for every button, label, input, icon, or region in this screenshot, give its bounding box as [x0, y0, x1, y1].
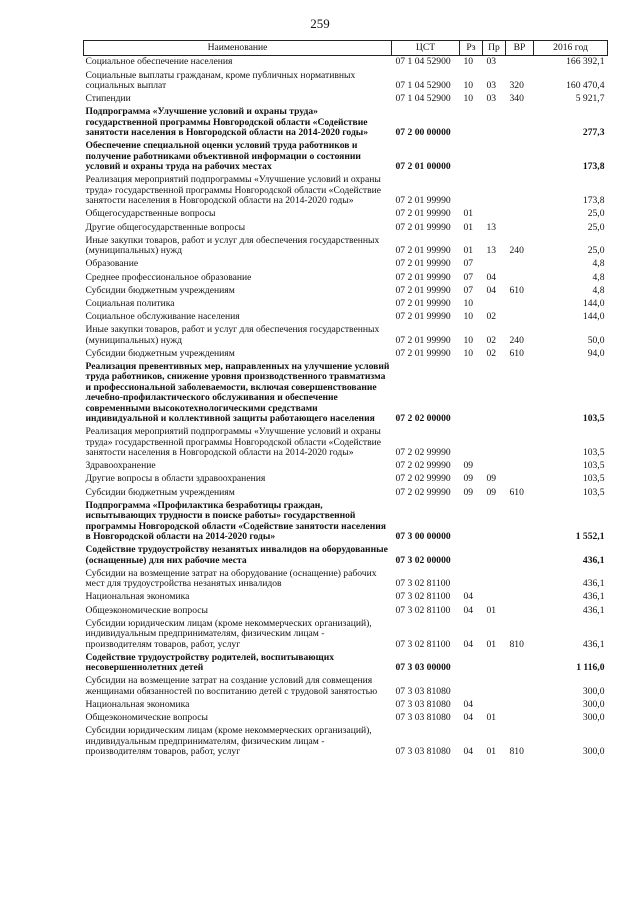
row-name: Национальная экономика	[85, 591, 190, 603]
row-cst-code: 07 2 01 99990	[395, 195, 451, 207]
row-cst-code: 07 2 01 99990	[395, 284, 451, 296]
row-expense-type-code	[506, 591, 534, 604]
table-row	[84, 361, 608, 426]
row-section-code: 09	[463, 486, 474, 498]
row-amount: 173,8	[582, 161, 605, 173]
row-cst-code: 07 2 01 99990	[395, 271, 451, 283]
row-name: Субсидии бюджетным учреждениям	[85, 347, 235, 359]
row-section-code	[460, 567, 483, 591]
row-section-code: 01	[463, 221, 474, 233]
table-row	[84, 311, 608, 324]
row-section-code	[460, 499, 483, 543]
row-section-code: 04	[463, 638, 474, 650]
row-subsection-code: 02	[486, 334, 497, 346]
row-name: Другие вопросы в области здравоохранения	[85, 473, 266, 485]
row-expense-type-code: 320	[509, 79, 524, 91]
row-cst-code: 07 2 02 99990	[395, 447, 451, 459]
row-subsection-code	[483, 140, 506, 174]
row-cst-code: 07 3 03 00000	[395, 662, 451, 674]
row-section-code	[460, 140, 483, 174]
row-expense-type-code: 340	[509, 93, 524, 105]
row-amount: 160 470,4	[566, 79, 605, 91]
row-subsection-code	[483, 651, 506, 675]
row-subsection-code	[483, 699, 506, 712]
row-cst-code: 07 3 03 81080	[395, 685, 451, 697]
table-row	[84, 174, 608, 208]
table-body	[84, 56, 608, 759]
row-section-code	[460, 544, 483, 568]
budget-table	[83, 40, 608, 759]
row-subsection-code: 03	[486, 93, 497, 105]
row-section-code: 01	[463, 208, 474, 220]
row-expense-type-code: 610	[509, 284, 524, 296]
row-amount: 4,8	[592, 258, 605, 270]
table-row	[84, 69, 608, 93]
row-expense-type-code	[506, 258, 534, 271]
row-expense-type-code	[506, 675, 534, 699]
row-cst-code: 07 2 01 99990	[395, 311, 451, 323]
row-subsection-code: 01	[486, 638, 497, 650]
row-expense-type-code	[506, 426, 534, 460]
row-expense-type-code	[506, 361, 534, 426]
row-section-code: 04	[463, 604, 474, 616]
row-cst-code: 07 2 02 99990	[395, 460, 451, 472]
row-cst-code: 07 1 04 52900	[395, 79, 451, 91]
table-row	[84, 298, 608, 311]
row-subsection-code	[483, 208, 506, 221]
row-expense-type-code: 610	[509, 486, 524, 498]
row-section-code: 10	[463, 347, 474, 359]
row-expense-type-code	[506, 699, 534, 712]
row-section-code	[460, 675, 483, 699]
row-cst-code: 07 3 02 81100	[395, 591, 451, 603]
page-number: 259	[310, 16, 330, 31]
row-subsection-code: 04	[486, 271, 497, 283]
row-subsection-code: 01	[486, 746, 497, 758]
row-section-code	[460, 106, 483, 140]
table-row	[84, 591, 608, 604]
row-amount: 144,0	[582, 297, 605, 309]
row-name: Здравоохранение	[85, 460, 156, 472]
row-cst-code: 07 2 02 00000	[395, 413, 451, 425]
row-amount: 436,1	[582, 554, 605, 566]
row-name: Субсидии бюджетным учреждениям	[85, 486, 235, 498]
row-cst-code: 07 2 02 99990	[395, 486, 451, 498]
row-amount: 436,1	[582, 604, 605, 616]
row-name: Социальная политика	[85, 297, 175, 309]
row-amount: 25,0	[587, 208, 605, 220]
row-cst-code: 07 1 04 52900	[395, 93, 451, 105]
row-cst-code: 07 3 02 81100	[395, 578, 451, 590]
row-expense-type-code: 240	[509, 245, 524, 257]
row-name: Субсидии юридическим лицам (кроме некоммерческих организаций), индивидуальным предпринимателям, физическим лицам - производителям товаров, работ, услуг	[85, 725, 372, 758]
row-cst-code: 07 2 01 99990	[395, 221, 451, 233]
row-section-code: 09	[463, 460, 474, 472]
table-row	[84, 284, 608, 297]
row-amount: 300,0	[582, 712, 605, 724]
row-amount: 25,0	[587, 221, 605, 233]
row-section-code: 04	[463, 698, 474, 710]
row-amount: 166 392,1	[566, 56, 605, 68]
table-row	[84, 499, 608, 543]
table-row	[84, 140, 608, 174]
table-row	[84, 651, 608, 675]
row-name: Другие общегосударственные вопросы	[85, 221, 246, 233]
row-expense-type-code	[506, 221, 534, 234]
row-amount: 4,8	[592, 284, 605, 296]
row-expense-type-code: 610	[509, 347, 524, 359]
row-amount: 94,0	[587, 347, 605, 359]
row-section-code: 10	[463, 311, 474, 323]
row-subsection-code: 13	[486, 245, 497, 257]
row-cst-code: 07 2 01 99990	[395, 245, 451, 257]
header-vr: ВР	[506, 41, 534, 56]
table-row	[84, 486, 608, 499]
table-row	[84, 221, 608, 234]
row-expense-type-code	[506, 567, 534, 591]
row-amount: 50,0	[587, 334, 605, 346]
row-subsection-code: 04	[486, 284, 497, 296]
row-subsection-code: 13	[486, 221, 497, 233]
row-name: Общеэкономические вопросы	[85, 604, 208, 616]
row-amount: 277,3	[582, 127, 605, 139]
row-cst-code: 07 3 02 00000	[395, 554, 451, 566]
row-cst-code: 07 2 00 00000	[395, 127, 451, 139]
row-section-code: 10	[463, 334, 474, 346]
row-expense-type-code	[506, 298, 534, 311]
row-subsection-code	[483, 298, 506, 311]
row-subsection-code: 02	[486, 347, 497, 359]
row-amount: 103,5	[582, 413, 605, 425]
table-row	[84, 258, 608, 271]
row-section-code: 04	[463, 591, 474, 603]
row-subsection-code	[483, 591, 506, 604]
row-name: Подпрограмма «Профилактика безработицы граждан, испытывающих трудности в поиске работы» государственной программы Новгородской области «Содействие занятости населения в Новгородской области на 2014-2020 годы»	[85, 499, 386, 543]
row-name: Подпрограмма «Улучшение условий и охраны труда» государственной программы Новгородской области «Содействие занятости населения в Новгородской области на 2014-2020 годы»	[85, 106, 369, 139]
row-cst-code: 07 2 01 99990	[395, 297, 451, 309]
row-subsection-code	[483, 258, 506, 271]
row-expense-type-code	[506, 460, 534, 473]
row-section-code	[460, 651, 483, 675]
row-cst-code: 07 2 01 99990	[395, 334, 451, 346]
row-amount: 103,5	[582, 473, 605, 485]
row-expense-type-code	[506, 311, 534, 324]
row-subsection-code	[483, 499, 506, 543]
row-name: Реализация мероприятий подпрограммы «Улучшение условий и охраны труда» государственной программы Новгородской области «Содействие занятости населения в Новгородской области на 2014-2020 годы»	[85, 174, 382, 207]
table-header	[84, 41, 608, 56]
row-name: Стипендии	[85, 93, 131, 105]
row-section-code: 07	[463, 284, 474, 296]
row-subsection-code	[483, 567, 506, 591]
row-subsection-code	[483, 174, 506, 208]
row-subsection-code	[483, 426, 506, 460]
row-expense-type-code	[506, 56, 534, 70]
row-expense-type-code	[506, 499, 534, 543]
row-subsection-code: 02	[486, 311, 497, 323]
header-name: Наименование	[84, 41, 392, 56]
table-row	[84, 106, 608, 140]
row-cst-code: 07 3 03 81080	[395, 712, 451, 724]
row-subsection-code: 01	[486, 604, 497, 616]
row-amount: 25,0	[587, 245, 605, 257]
row-amount: 436,1	[582, 578, 605, 590]
row-name: Обеспечение специальной оценки условий труда работников и получение работниками объективной информации о состоянии условий и охраны труда на рабочих местах	[85, 140, 361, 173]
table-row	[84, 234, 608, 258]
row-subsection-code: 09	[486, 486, 497, 498]
row-amount: 4,8	[592, 271, 605, 283]
table-row	[84, 347, 608, 360]
row-name: Реализация мероприятий подпрограммы «Улучшение условий и охраны труда» государственной программы Новгородской области «Содействие занятости населения в Новгородской области на 2014-2020 годы»	[85, 426, 382, 459]
row-name: Национальная экономика	[85, 698, 190, 710]
row-amount: 436,1	[582, 638, 605, 650]
row-name: Субсидии бюджетным учреждениям	[85, 284, 235, 296]
row-amount: 1 116,0	[576, 662, 605, 674]
table-row	[84, 56, 608, 70]
table-row	[84, 567, 608, 591]
header-cst: ЦСТ	[392, 41, 460, 56]
table-row	[84, 324, 608, 348]
row-name: Содействие трудоустройству незанятых инвалидов на оборудованные (оснащенные) для них рабочие места	[85, 544, 388, 566]
row-expense-type-code: 240	[509, 334, 524, 346]
row-amount: 103,5	[582, 447, 605, 459]
row-section-code: 09	[463, 473, 474, 485]
row-section-code: 01	[463, 245, 474, 257]
row-expense-type-code	[506, 473, 534, 486]
row-expense-type-code	[506, 106, 534, 140]
row-amount: 436,1	[582, 591, 605, 603]
row-subsection-code: 03	[486, 56, 497, 68]
row-subsection-code	[483, 361, 506, 426]
row-section-code	[460, 426, 483, 460]
table-row	[84, 699, 608, 712]
row-section-code: 10	[463, 297, 474, 309]
row-section-code: 07	[463, 258, 474, 270]
row-name: Социальное обслуживание населения	[85, 311, 240, 323]
table-row	[84, 675, 608, 699]
row-section-code: 10	[463, 79, 474, 91]
row-name: Общегосударственные вопросы	[85, 208, 216, 220]
row-subsection-code	[483, 544, 506, 568]
row-cst-code: 07 2 01 99990	[395, 258, 451, 270]
row-subsection-code	[483, 106, 506, 140]
row-cst-code: 07 1 04 52900	[395, 56, 451, 68]
row-amount: 1 552,1	[575, 531, 605, 543]
row-expense-type-code	[506, 271, 534, 284]
row-amount: 103,5	[582, 460, 605, 472]
row-expense-type-code	[506, 604, 534, 617]
table-row	[84, 544, 608, 568]
table-row	[84, 725, 608, 759]
row-cst-code: 07 2 01 99990	[395, 347, 451, 359]
row-amount: 144,0	[582, 311, 605, 323]
row-section-code: 10	[463, 93, 474, 105]
table-row	[84, 473, 608, 486]
row-subsection-code: 01	[486, 712, 497, 724]
row-subsection-code	[483, 460, 506, 473]
row-amount: 300,0	[582, 746, 605, 758]
row-subsection-code: 09	[486, 473, 497, 485]
table-row	[84, 426, 608, 460]
row-amount: 103,5	[582, 486, 605, 498]
row-name: Общеэкономические вопросы	[85, 712, 208, 724]
table-row	[84, 208, 608, 221]
table-row	[84, 617, 608, 651]
row-expense-type-code: 810	[509, 746, 524, 758]
row-cst-code: 07 2 02 99990	[395, 473, 451, 485]
header-rz: Рз	[460, 41, 483, 56]
row-subsection-code: 03	[486, 79, 497, 91]
row-cst-code: 07 3 00 00000	[395, 531, 451, 543]
table-row	[84, 460, 608, 473]
row-expense-type-code	[506, 174, 534, 208]
row-section-code: 04	[463, 746, 474, 758]
row-amount: 300,0	[582, 685, 605, 697]
row-cst-code: 07 3 03 81080	[395, 746, 451, 758]
row-name: Реализация превентивных мер, направленных на улучшение условий труда работников, снижение уровня производственного травматизма и профессиональной заболеваемости, включая совершенствование лечебно-профилактического обслуживания и обеспечение современными высокотехнологическими средствами индивидуальной и коллективной защиты работающего населения	[85, 361, 390, 425]
table-row	[84, 271, 608, 284]
row-amount: 5 921,7	[575, 93, 605, 105]
row-name: Социальные выплаты гражданам, кроме публичных нормативных социальных выплат	[85, 69, 356, 91]
row-section-code: 10	[463, 56, 474, 68]
row-cst-code: 07 3 03 81080	[395, 698, 451, 710]
row-cst-code: 07 3 02 81100	[395, 638, 451, 650]
row-name: Иные закупки товаров, работ и услуг для обеспечения государственных (муниципальных) нужд	[85, 324, 380, 346]
row-amount: 300,0	[582, 698, 605, 710]
table-row	[84, 604, 608, 617]
row-name: Социальное обеспечение населения	[85, 56, 233, 68]
row-name: Среднее профессиональное образование	[85, 271, 252, 283]
row-section-code: 07	[463, 271, 474, 283]
row-name: Содействие трудоустройству родителей, воспитывающих несовершеннолетних детей	[85, 651, 335, 674]
row-cst-code: 07 2 01 00000	[395, 161, 451, 173]
header-pr: Пр	[483, 41, 506, 56]
row-expense-type-code	[506, 712, 534, 725]
row-name: Субсидии на возмещение затрат на оборудование (оснащение) рабочих мест для трудоустройства незанятых инвалидов	[85, 567, 377, 590]
row-section-code	[460, 361, 483, 426]
row-expense-type-code	[506, 544, 534, 568]
table-row	[84, 93, 608, 106]
row-cst-code: 07 3 02 81100	[395, 604, 451, 616]
row-expense-type-code	[506, 208, 534, 221]
table-row	[84, 712, 608, 725]
row-subsection-code	[483, 675, 506, 699]
row-name: Иные закупки товаров, работ и услуг для обеспечения государственных (муниципальных) нужд	[85, 234, 380, 257]
row-section-code	[460, 174, 483, 208]
header-sum: 2016 год	[534, 41, 608, 56]
row-amount: 173,8	[582, 195, 605, 207]
row-expense-type-code	[506, 651, 534, 675]
row-expense-type-code: 810	[509, 638, 524, 650]
row-cst-code: 07 2 01 99990	[395, 208, 451, 220]
row-name: Субсидии на возмещение затрат на создание условий для совмещения женщинами обязанностей по воспитанию детей с трудовой занятостью	[85, 675, 378, 697]
row-section-code: 04	[463, 712, 474, 724]
row-expense-type-code	[506, 140, 534, 174]
row-name: Образование	[85, 258, 139, 270]
row-name: Субсидии юридическим лицам (кроме некоммерческих организаций), индивидуальным предпринимателям, физическим лицам - производителям товаров, работ, услуг	[85, 617, 372, 650]
